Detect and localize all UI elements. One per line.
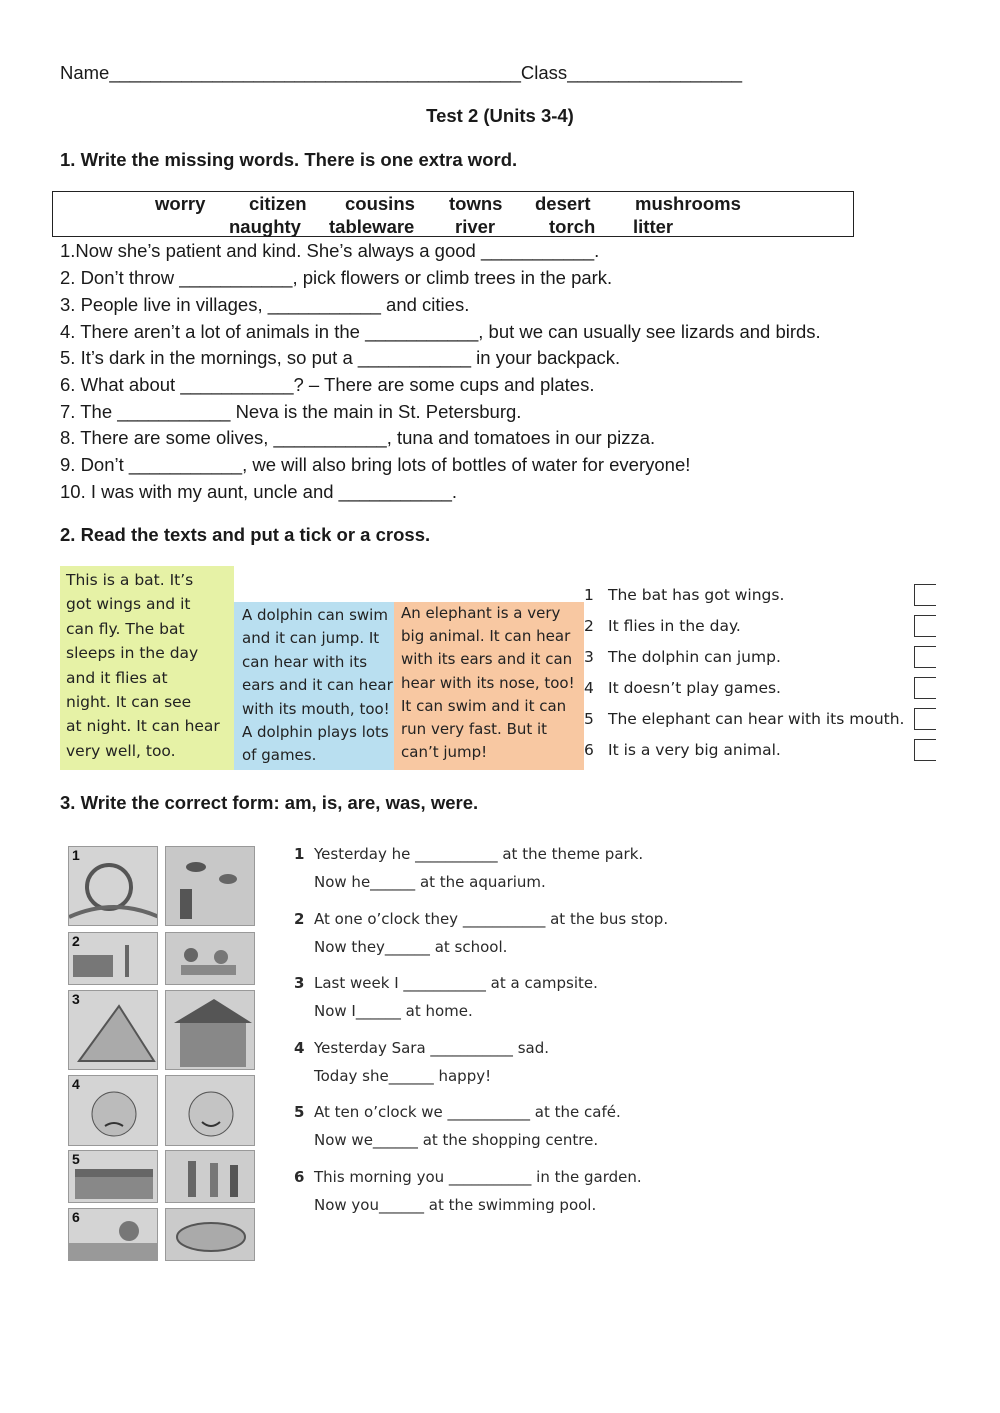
class-blank[interactable]: _________________: [567, 62, 743, 83]
statement-text: The elephant can hear with its mouth.: [608, 710, 905, 728]
item-6-line-2[interactable]: Now you______ at the swimming pool.: [314, 1196, 597, 1214]
bus-stop-picture: [68, 932, 158, 985]
word-bank-word: desert: [535, 193, 591, 214]
sentence-1[interactable]: 1.Now she’s patient and kind. She’s always a good ___________.: [60, 240, 600, 261]
bat-text-panel: [60, 566, 234, 770]
statement-number: 1: [584, 586, 594, 604]
word-bank-word: citizen: [249, 193, 307, 214]
text-line: A dolphin can swim: [242, 606, 388, 624]
tick-box-5[interactable]: [914, 708, 936, 730]
elephant-text-panel: [394, 602, 584, 770]
classroom-icon: [166, 933, 255, 985]
happy-girl-picture: [165, 1075, 255, 1146]
tick-box-4[interactable]: [914, 677, 936, 699]
item-2-line-1[interactable]: At one o’clock they ___________ at the bus stop.: [314, 910, 669, 928]
dolphin-text-panel: [234, 602, 394, 770]
cafe-picture: [68, 1150, 158, 1203]
tick-box-2[interactable]: [914, 615, 936, 637]
text-line: can hear with its: [242, 652, 368, 671]
text-line: A dolphin plays lots: [242, 723, 389, 742]
sentence-10[interactable]: 10. I was with my aunt, uncle and ___________.: [60, 481, 457, 502]
name-label: Name: [60, 62, 110, 83]
text-line: run very fast. But it: [401, 720, 548, 739]
statement-text: It doesn’t play games.: [608, 679, 781, 697]
statement-text: The bat has got wings.: [608, 586, 785, 604]
fish-icon: [166, 847, 255, 926]
sentence-6[interactable]: 6. What about ___________? – There are some cups and plates.: [60, 374, 595, 395]
home-picture: [165, 990, 255, 1070]
section2-heading: 2. Read the texts and put a tick or a cross.: [60, 524, 431, 545]
garden-icon: [69, 1209, 158, 1261]
item-5-line-1[interactable]: At ten o’clock we ___________ at the café.: [314, 1103, 621, 1121]
picture-number: 2: [72, 933, 80, 949]
aquarium-picture: [165, 846, 255, 926]
word-bank-word: tableware: [329, 216, 415, 237]
section1-heading: 1. Write the missing words. There is one extra word.: [60, 149, 518, 170]
shoppers-icon: [166, 1151, 255, 1203]
text-line: It can swim and it can: [401, 696, 567, 715]
word-bank: [52, 191, 854, 237]
item-number: 3: [294, 974, 305, 992]
sentence-2[interactable]: 2. Don’t throw ___________, pick flowers or climb trees in the park.: [60, 267, 613, 288]
text-line: This is a bat. It’s: [66, 571, 194, 589]
item-3-line-2[interactable]: Now I______ at home.: [314, 1002, 473, 1020]
tick-box-6[interactable]: [914, 739, 936, 761]
item-1-line-2[interactable]: Now he______ at the aquarium.: [314, 873, 546, 891]
text-line: and it can jump. It: [242, 629, 380, 648]
text-line: big animal. It can hear: [401, 627, 571, 646]
class-label: Class: [520, 62, 568, 83]
sad-girl-picture: [68, 1075, 158, 1146]
campsite-picture: [68, 990, 158, 1070]
picture-number: 4: [72, 1076, 80, 1092]
sentence-3[interactable]: 3. People live in villages, ___________ and cities.: [60, 294, 470, 315]
text-line: at night. It can hear: [66, 717, 220, 736]
statement-text: It is a very big animal.: [608, 741, 781, 759]
rollercoaster-icon: [69, 847, 158, 926]
item-3-line-1[interactable]: Last week I ___________ at a campsite.: [314, 974, 598, 992]
statement-text: It flies in the day.: [608, 617, 741, 635]
bus-icon: [69, 933, 158, 985]
shopping-centre-picture: [165, 1150, 255, 1203]
item-number: 5: [294, 1103, 305, 1121]
cafe-icon: [69, 1151, 158, 1203]
text-line: night. It can see: [66, 693, 192, 712]
word-bank-word: naughty: [229, 216, 301, 237]
word-bank-word: litter: [633, 216, 674, 237]
item-1-line-1[interactable]: Yesterday he ___________ at the theme park.: [314, 845, 644, 863]
statement-number: 3: [584, 648, 594, 666]
text-line: and it flies at: [66, 668, 168, 687]
item-number: 1: [294, 845, 305, 863]
item-6-line-1[interactable]: This morning you ___________ in the garden.: [314, 1168, 642, 1186]
text-line: very well, too.: [66, 741, 176, 760]
item-2-line-2[interactable]: Now they______ at school.: [314, 938, 508, 956]
text-line: hear with its nose, too!: [401, 673, 575, 692]
name-line[interactable]: [60, 61, 742, 85]
word-bank-word: worry: [155, 193, 206, 214]
item-number: 4: [294, 1039, 305, 1057]
statement-text: The dolphin can jump.: [608, 648, 781, 666]
text-line: got wings and it: [66, 595, 191, 614]
word-bank-word: river: [455, 216, 496, 237]
text-line: can fly. The bat: [66, 619, 185, 638]
sentence-9[interactable]: 9. Don’t ___________, we will also bring lots of bottles of water for everyone!: [60, 454, 691, 475]
picture-number: 6: [72, 1209, 80, 1225]
statement-number: 5: [584, 710, 594, 728]
tick-box-1[interactable]: [914, 584, 936, 606]
name-blank[interactable]: ________________________________________: [109, 62, 521, 83]
item-number: 6: [294, 1168, 305, 1186]
item-number: 2: [294, 910, 305, 928]
school-picture: [165, 932, 255, 985]
picture-number: 5: [72, 1151, 80, 1167]
item-5-line-2[interactable]: Now we______ at the shopping centre.: [314, 1131, 599, 1149]
text-line: with its ears and it can: [401, 650, 573, 669]
word-bank-word: cousins: [345, 193, 415, 214]
item-4-line-1[interactable]: Yesterday Sara ___________ sad.: [314, 1039, 549, 1057]
garden-picture: [68, 1208, 158, 1261]
sentence-4[interactable]: 4. There aren’t a lot of animals in the ___________, but we can usually see lizards and birds.: [60, 321, 821, 342]
swimming-pool-picture: [165, 1208, 255, 1261]
sentence-8[interactable]: 8. There are some olives, ___________, tuna and tomatoes in our pizza.: [60, 427, 656, 448]
text-line: ears and it can hear: [242, 676, 393, 695]
text-line: of games.: [242, 746, 317, 765]
word-bank-word: towns: [449, 193, 503, 214]
theme-park-picture: [68, 846, 158, 926]
sentence-5[interactable]: 5. It’s dark in the mornings, so put a ___________ in your backpack.: [60, 347, 621, 368]
sentence-7[interactable]: 7. The ___________ Neva is the main in St. Petersburg.: [60, 401, 522, 422]
picture-number: 3: [72, 991, 80, 1007]
tick-box-3[interactable]: [914, 646, 936, 668]
happy-face-icon: [166, 1076, 255, 1146]
word-bank-word: torch: [549, 216, 596, 237]
tent-icon: [69, 991, 158, 1070]
word-bank-word: mushrooms: [635, 193, 741, 214]
item-4-line-2[interactable]: Today she______ happy!: [314, 1067, 492, 1085]
picture-number: 1: [72, 847, 80, 863]
sad-face-icon: [69, 1076, 158, 1146]
text-line: can’t jump!: [401, 743, 488, 762]
page-title: Test 2 (Units 3-4): [426, 105, 574, 126]
pool-icon: [166, 1209, 255, 1261]
house-icon: [166, 991, 255, 1070]
statement-number: 6: [584, 741, 594, 759]
section3-heading: 3. Write the correct form: am, is, are, was, were.: [60, 792, 479, 813]
text-line: An elephant is a very: [401, 604, 561, 622]
text-line: with its mouth, too!: [242, 699, 390, 718]
text-line: sleeps in the day: [66, 644, 199, 663]
statement-number: 2: [584, 617, 594, 635]
statement-number: 4: [584, 679, 594, 697]
